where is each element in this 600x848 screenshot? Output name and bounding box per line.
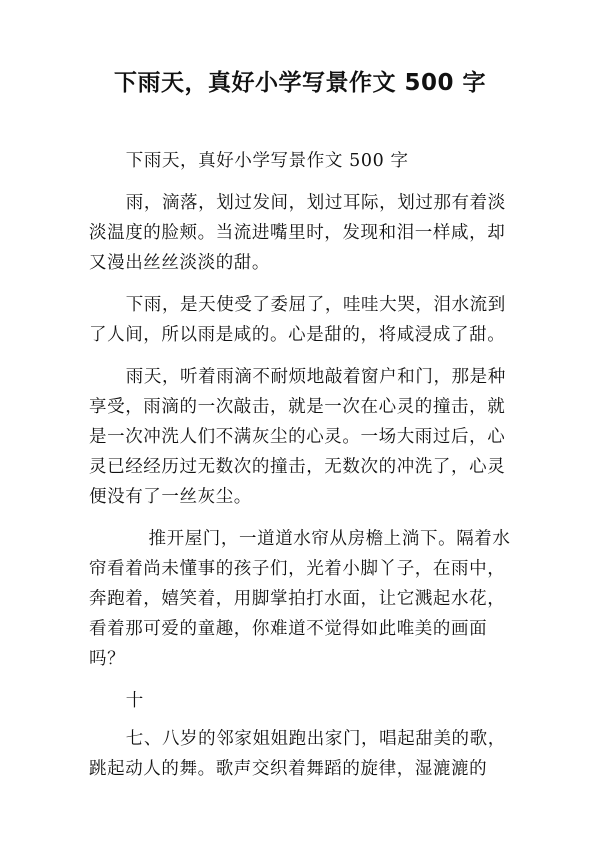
paragraph-ten: 十 — [125, 691, 144, 711]
paragraph-rain-falling: 雨，滴落，划过发间，划过耳际，划过那有着淡淡温度的脸颊。当流进嘴里时，发现和泪一样咸，却又漫出丝丝淡淡的甜。 — [89, 193, 506, 273]
paragraph-neighbor-sister: 七、八岁的邻家姐姐跑出家门，唱起甜美的歌，跳起动人的舞。歌声交织着舞蹈的旋律，湿漉漉的 — [89, 729, 506, 779]
paragraph-rain-knocking: 雨天，听着雨滴不耐烦地敲着窗户和门，那是种享受，雨滴的一次敲击，就是一次在心灵的撞击，就是一次冲洗人们不满灰尘的心灵。一场大雨过后，心灵已经经历过无数次的撞击，无数次的冲洗了，心灵便没有了一丝灰尘。 — [89, 367, 506, 507]
document-body — [89, 146, 517, 796]
document-title: 下雨天，真好小学写景作文 500 字 — [113, 70, 487, 96]
paragraph-water-curtain: 推开屋门，一道道水帘从房檐上淌下。隔着水帘看着尚未懂事的孩子们，光着小脚丫子，在雨中，奔跑着，嬉笑着，用脚掌拍打水面，让它溅起水花，看着那可爱的童趣，你难道不觉得如此唯美的画面吗？ — [89, 529, 511, 669]
paragraph-angel-crying: 下雨，是天使受了委屈了，哇哇大哭，泪水流到了人间，所以雨是咸的。心是甜的，将咸浸成了甜。 — [89, 295, 506, 345]
paragraph-subtitle: 下雨天，真好小学写景作文 500 字 — [125, 151, 409, 171]
